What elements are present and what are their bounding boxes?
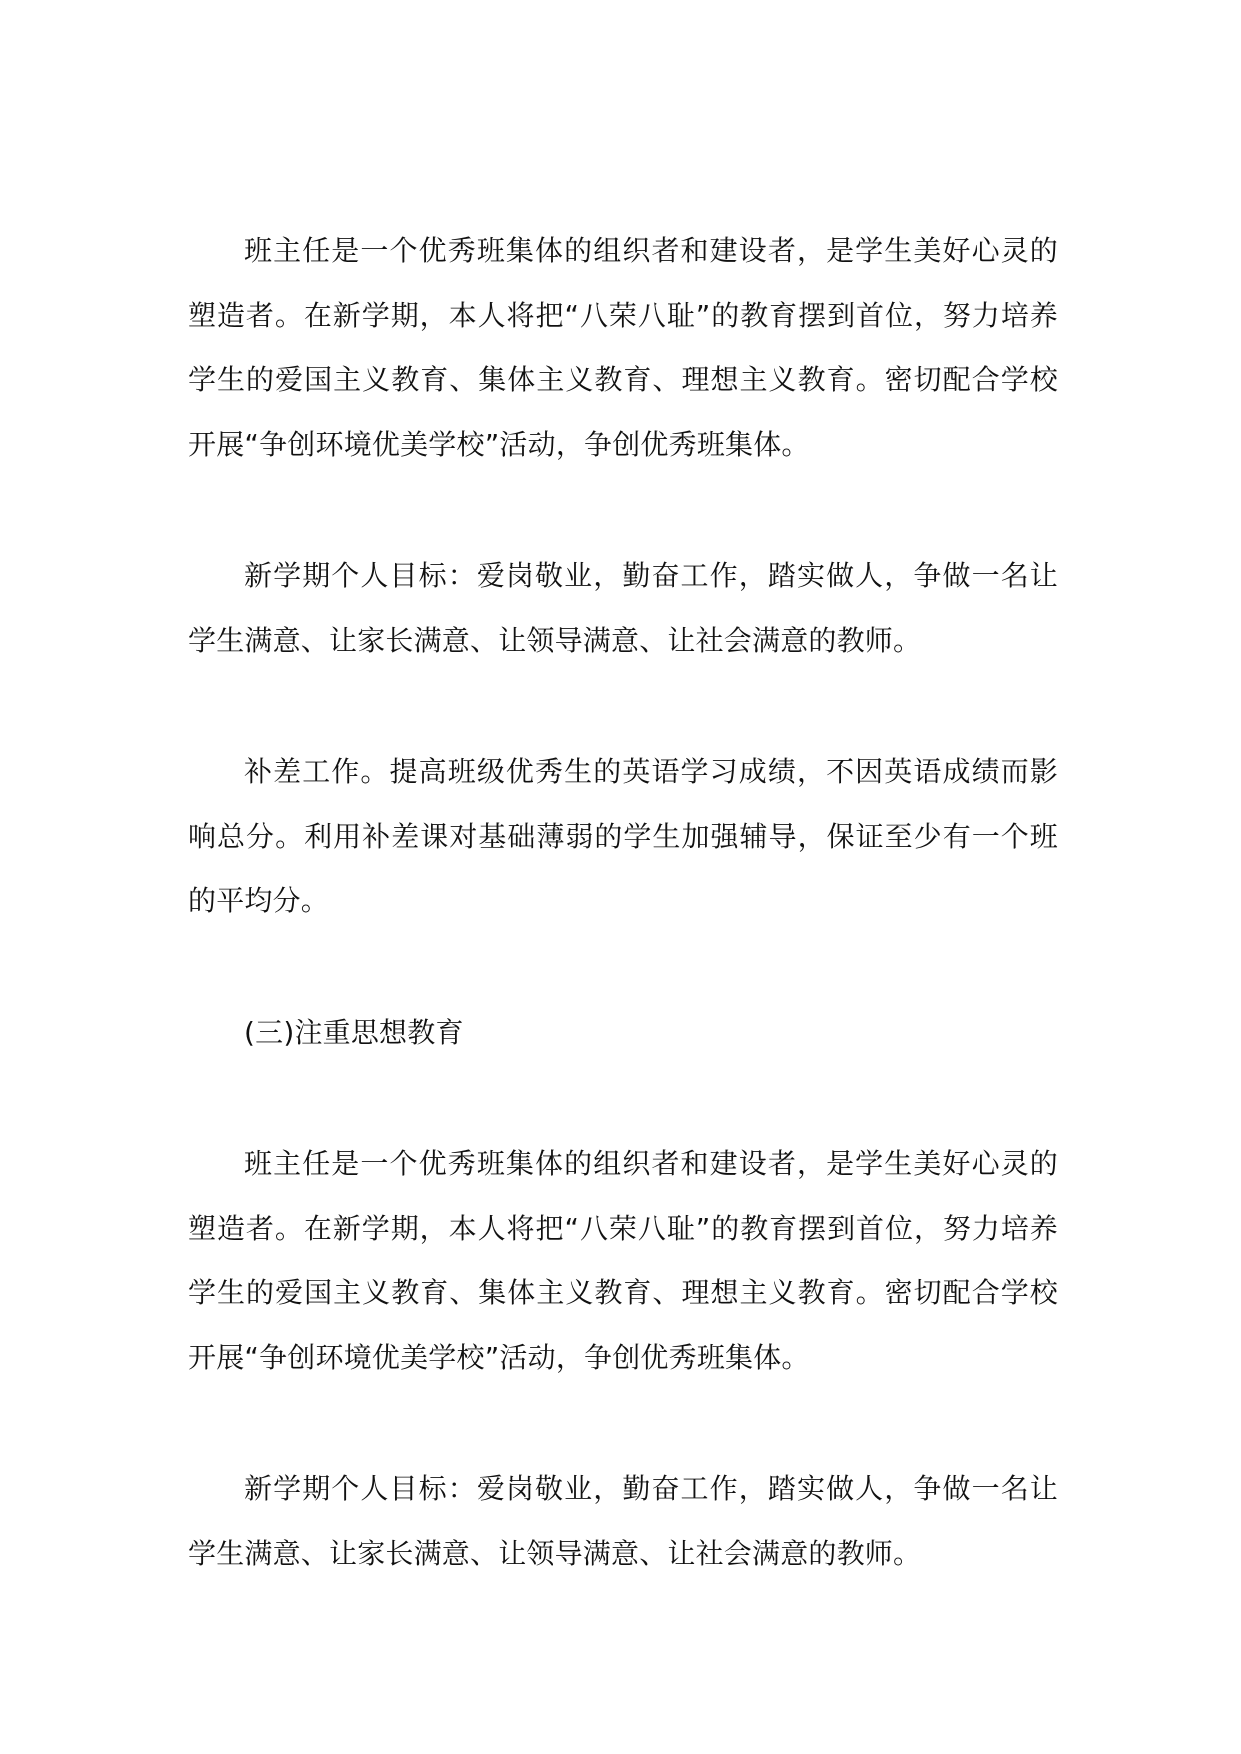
paragraph-personal-goal-repeat: 新学期个人目标：爱岗敬业，勤奋工作，踏实做人，争做一名让学生满意、让家长满意、让领导满意、让社会满意的教师。: [188, 1472, 1058, 1570]
paragraph-personal-goal: 新学期个人目标：爱岗敬业，勤奋工作，踏实做人，争做一名让学生满意、让家长满意、让领导满意、让社会满意的教师。: [188, 559, 1058, 657]
section-heading-ideological-education: (三)注重思想教育: [244, 1015, 464, 1049]
document-body: [188, 219, 1058, 1586]
paragraph-remedial-work: 补差工作。提高班级优秀生的英语学习成绩，不因英语成绩而影响总分。利用补差课对基础薄弱的学生加强辅导，保证至少有一个班的平均分。: [188, 755, 1058, 917]
paragraph-head-teacher-role: 班主任是一个优秀班集体的组织者和建设者，是学生美好心灵的塑造者。在新学期，本人将把“八荣八耻”的教育摆到首位，努力培养学生的爱国主义教育、集体主义教育、理想主义教育。密切配合学校开展“争创环境优美学校”活动，争创优秀班集体。: [188, 234, 1058, 461]
paragraph-head-teacher-role-repeat: 班主任是一个优秀班集体的组织者和建设者，是学生美好心灵的塑造者。在新学期，本人将把“八荣八耻”的教育摆到首位，努力培养学生的爱国主义教育、集体主义教育、理想主义教育。密切配合学校开展“争创环境优美学校”活动，争创优秀班集体。: [188, 1147, 1058, 1374]
